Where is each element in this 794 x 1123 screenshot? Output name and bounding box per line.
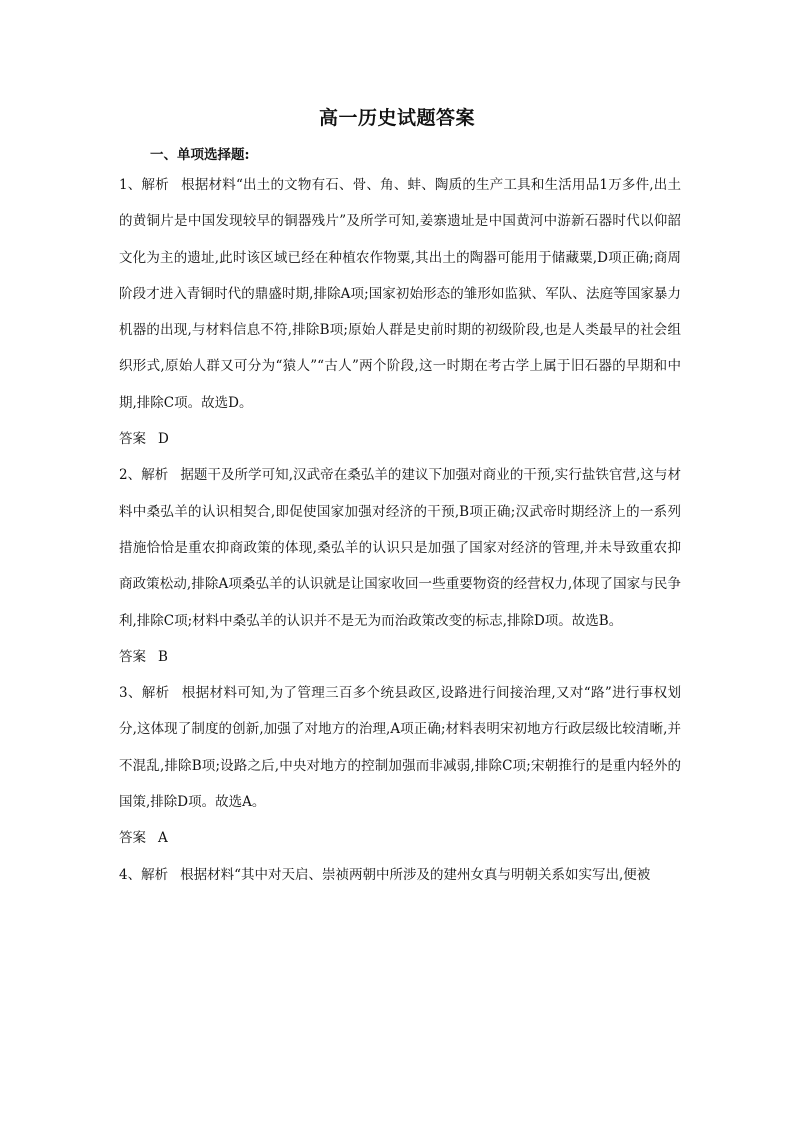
analysis-text: 据题干及所学可知,汉武帝在桑弘羊的建议下加强对商业的干预,实行盐铁官营,这与材料中桑弘羊的认识相契合,即促使国家加强对经济的干预,B项正确;汉武帝时期经济上的一系列措施恰恰是重农抑商政策的体现,桑弘羊的认识只是加强了国家对经济的管理,并未导致重农抑商政策松动,排除A项桑弘羊的认识就是让国家收回一些重要物资的经营权力,体现了国家与民争利,排除C项;材料中桑弘羊的认识并不是无为而治政策改变的标志,排除D项。故选B。	[119, 467, 682, 629]
analysis-text: 根据材料“出土的文物有石、骨、角、蚌、陶质的生产工具和生活用品1万多件,出土的黄铜片是中国发现较早的铜器残片”及所学可知,姜寨遗址是中国黄河中游新石器时代以仰韶文化为主的遗址,此时该区域已经在种植农作物粟,其出土的陶器可能用于储藏粟,D项正确;商周阶段才进入青铜时代的鼎盛时期,排除A项;国家初始形态的雏形如监狱、军队、法庭等国家暴力机器的出现,与材料信息不符,排除B项;原始人群是史前时期的初级阶段,也是人类最早的社会组织形式,原始人群又可分为“猿人”“古人”两个阶段,这一时期在考古学上属于旧石器的早期和中期,排除C项。故选D。	[119, 177, 682, 411]
section-heading: 一、单项选择题:	[150, 147, 250, 163]
question-1-answer	[119, 421, 681, 457]
answer-value: A	[158, 830, 168, 847]
answer-value: D	[158, 431, 169, 448]
question-4-analysis	[119, 857, 681, 893]
page-title: 高一历史试题答案	[318, 107, 475, 129]
answer-label: 答案	[119, 648, 146, 665]
question-3-analysis	[119, 675, 681, 820]
question-number: 1、	[119, 177, 142, 193]
question-number: 2、	[119, 467, 142, 484]
question-number: 4、	[119, 866, 142, 883]
analysis-text: 根据材料“其中对天启、崇祯两朝中所涉及的建州女真与明朝关系如实写出,便被	[180, 866, 651, 883]
question-1-analysis	[119, 167, 681, 421]
answer-label: 答案	[119, 830, 146, 847]
question-3-answer	[119, 820, 681, 856]
analysis-text: 根据材料可知,为了管理三百多个统县政区,设路进行间接治理,又对“路”进行事权划分,这体现了制度的创新,加强了对地方的治理,A项正确;材料表明宋初地方行政层级比较清晰,并不混乱,排除B项;设路之后,中央对地方的控制加强而非减弱,排除C项;宋朝推行的是重内轻外的国策,排除D项。故选A。	[119, 685, 682, 811]
question-2-analysis	[119, 457, 681, 638]
question-number: 3、	[119, 685, 142, 702]
question-2-answer	[119, 639, 681, 675]
analysis-label: 解析	[141, 177, 169, 193]
analysis-label: 解析	[141, 685, 170, 702]
analysis-label: 解析	[141, 467, 169, 484]
answers-body	[119, 167, 681, 893]
analysis-label: 解析	[141, 866, 169, 883]
answer-label: 答案	[119, 431, 146, 448]
answer-value: B	[158, 648, 168, 665]
